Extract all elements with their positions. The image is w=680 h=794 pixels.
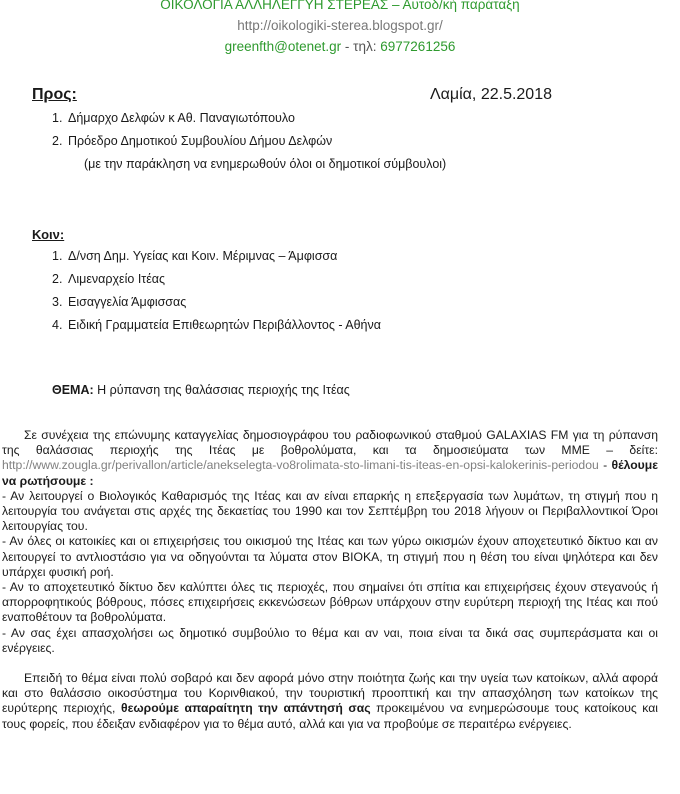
list-number: 2. <box>52 272 63 286</box>
phone-number: 6977261256 <box>380 39 456 54</box>
letter-body <box>2 428 658 732</box>
contact-line <box>0 36 680 57</box>
subject-text: Η ρύπανση της θαλάσσιας περιοχής της Ιτέας <box>93 383 350 397</box>
cc-label: Κοιν: <box>32 227 65 242</box>
closing-end: προκειμένου να ενημερώσουμε τους κατοίκους και τους φορείς, που έδειξαν ενδιαφέρον για το θέμα αυτό, αλλά και για να προβούμε σε περαιτέρω ενέργειες. <box>2 701 658 731</box>
recipient-text: Δήμαρχο Δελφών κ Αθ. Παναγιωτόπουλο <box>68 111 295 125</box>
intro-text: Σε συνέχεια της επώνυμης καταγγελίας δημοσιογράφου του ραδιοφωνικού σταθμού GALAXIAS FM για τη ρύπανση της θαλάσσιας περιοχής της Ιτέας με βοθρολύματα, και τα δημοσιεύματα των ΜΜΕ – δείτε: <box>2 428 658 458</box>
closing-paragraph <box>2 671 658 732</box>
recipient-text: Πρόεδρο Δημοτικού Συμβουλίου Δήμου Δελφών <box>68 134 333 148</box>
cc-text: Λιμεναρχείο Ιτέας <box>68 272 166 286</box>
intro-tail: - <box>598 458 612 473</box>
recipients-note: (με την παράκληση να ενημερωθούν όλοι οι δημοτικοί σύμβουλοι) <box>84 157 447 171</box>
list-item <box>52 130 333 153</box>
list-number: 2. <box>52 134 63 148</box>
blog-url[interactable]: http://oikologiki-sterea.blogspot.gr/ <box>237 18 443 33</box>
list-item <box>52 291 187 314</box>
ask-tail: : <box>86 473 94 488</box>
list-item <box>52 245 338 268</box>
list-item <box>52 107 295 130</box>
list-number: 3. <box>52 295 63 309</box>
cc-text: Εισαγγελία Άμφισσας <box>68 295 187 309</box>
question-1: - Αν λειτουργεί ο Βιολογικός Καθαρισμός της Ιτέας και αν είναι επαρκής η επεξεργασία των λυμάτων, τη στιγμή που η λειτουργία του ανάγεται στις αρχές της δεκαετίας του 1990 και τον Σεπτέμβρη του 2018 λήγουν οι Περιβαλλοντικοί Όροι λειτουργίας του. <box>2 488 658 534</box>
list-number: 1. <box>52 249 63 263</box>
list-item <box>52 314 381 337</box>
contact-separator: - <box>341 39 354 54</box>
question-4: - Αν σας έχει απασχολήσει ως δημοτικό συμβούλιο το θέμα και αν ναι, ποια είναι τα δικά σας συμπεράσματα και οι ενέργειες. <box>2 625 658 655</box>
to-label: Προς: <box>32 86 77 103</box>
email-link[interactable]: greenfth@otenet.gr <box>224 39 342 54</box>
list-number: 1. <box>52 111 63 125</box>
question-3: - Αν το αποχετευτικό δίκτυο δεν καλύπτει όλες τις περιοχές, που σημαίνει ότι σπίτια και επιχειρήσεις έχουν στεγανούς ή απορροφητικούς βόθρους, πόσες επιχειρήσεις εκκενώσεων βόθρων υπάρχουν στην ευρύτερη περιοχή της Ιτέας και πού εναποθέτουν τα βοθρολύματα. <box>2 580 658 625</box>
cc-list <box>52 245 381 337</box>
paragraph-gap <box>2 656 658 671</box>
org-name: ΟΙΚΟΛΟΓΙΑ ΑΛΛΗΛΕΓΓΥΗ ΣΤΕΡΕΑΣ – Αυτοδ/κή παράταξη <box>160 0 520 12</box>
letterhead <box>0 0 680 57</box>
cc-text: Ειδική Γραμματεία Επιθεωρητών Περιβάλλοντος - Αθήνα <box>68 318 381 332</box>
closing-bold: θεωρούμε απαραίτητη την απάντησή σας <box>121 701 371 716</box>
question-2: - Αν όλες οι κατοικίες και οι επιχειρήσεις του οικισμού της Ιτέας και των γύρω οικισμών έχουν αποχετευτικό δίκτυο και αν λειτουργεί το αντλιοστάσιο για να οδηγούνται τα λύματα στον ΒΙΟΚΑ, τη στιγμή που η θέση του είναι ψηλότερα και δεν υπάρχει φυσική ροή. <box>2 534 658 579</box>
letter-date: Λαμία, 22.5.2018 <box>429 86 552 103</box>
ask-text: θέλουμε να ρωτήσουμε <box>2 458 658 488</box>
subject-label: ΘΕΜΑ: <box>52 383 94 397</box>
recipients-header <box>32 86 552 104</box>
phone-label: τηλ: <box>353 39 381 54</box>
article-link[interactable]: http://www.zougla.gr/perivallon/article/anekselegta-vo8rolimata-sto-limani-tis-iteas-en-opsi-kalokerinis-periodou <box>2 458 599 473</box>
closing-start: Επειδή το θέμα είναι πολύ σοβαρό και δεν αφορά μόνο στην ποιότητα ζωής και την υγεία των κατοίκων, αλλά αφορά και στο θαλάσσιο οικοσύστημα του Κορινθιακού, την τουριστική προοπτική και την απασχόληση των κατοίκων της ευρύτερης περιοχής, <box>2 671 658 716</box>
list-item <box>52 268 166 291</box>
recipients-list <box>52 107 333 153</box>
list-number: 4. <box>52 318 63 332</box>
cc-text: Δ/νση Δημ. Υγείας και Κοιν. Μέριμνας – Άμφισσα <box>68 249 338 263</box>
subject-line <box>52 383 350 397</box>
intro-paragraph <box>2 428 658 489</box>
